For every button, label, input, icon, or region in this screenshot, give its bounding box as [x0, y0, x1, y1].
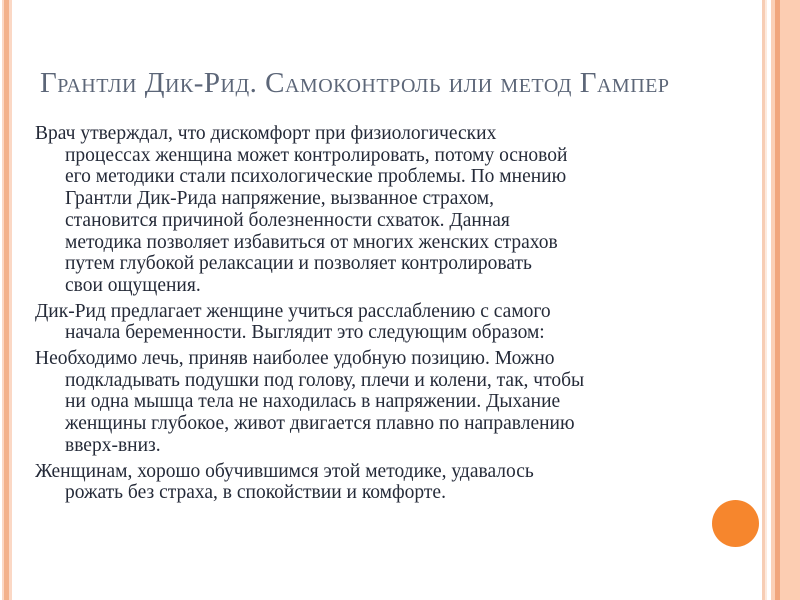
text-line: рожать без страха, в спокойствии и комфорте.: [65, 482, 446, 504]
paragraph: [35, 461, 755, 504]
left-border-stripe: [2, 0, 12, 600]
text-line: процессах женщина может контролировать, потому основой: [65, 144, 568, 166]
text-line: начала беременности. Выглядит это следующим образом:: [65, 322, 545, 344]
paragraph: [35, 348, 755, 457]
text-line: Женщинам, хорошо обучившимся этой методике, удавалось: [35, 460, 534, 482]
text-line: методика позволяет избавиться от многих женских страхов: [65, 231, 558, 253]
right-border-stripe-faint: [765, 0, 767, 600]
text-line: вверх-вниз.: [65, 434, 161, 456]
text-line: женщины глубокое, живот двигается плавно по направлению: [65, 413, 575, 435]
text-line: свои ощущения.: [65, 274, 201, 296]
text-line: Необходимо лечь, приняв наиболее удобную позицию. Можно: [35, 348, 555, 370]
text-line: ни одна мышца тела не находилась в напряжении. Дыхание: [65, 391, 561, 413]
paragraph: [35, 123, 755, 297]
text-line: путем глубокой релаксации и позволяет контролировать: [65, 253, 532, 275]
slide-body: [35, 123, 755, 508]
text-line: Грантли Дик-Рида напряжение, вызванное страхом,: [65, 188, 494, 210]
right-border-stripe-band: [771, 0, 800, 600]
slide-title: Грантли Дик-Рид. Самоконтроль или метод Гампер: [40, 67, 670, 99]
text-line: становится причиной болезненности схваток. Данная: [65, 209, 510, 231]
text-line: подкладывать подушки под голову, плечи и колени, так, чтобы: [65, 369, 585, 391]
text-line: его методики стали психологические проблемы. По мнению: [65, 166, 567, 188]
text-line: Дик-Рид предлагает женщине учиться расслаблению с самого: [35, 300, 551, 322]
text-line: Врач утверждал, что дискомфорт при физиологических: [35, 123, 497, 144]
paragraph: [35, 301, 755, 344]
